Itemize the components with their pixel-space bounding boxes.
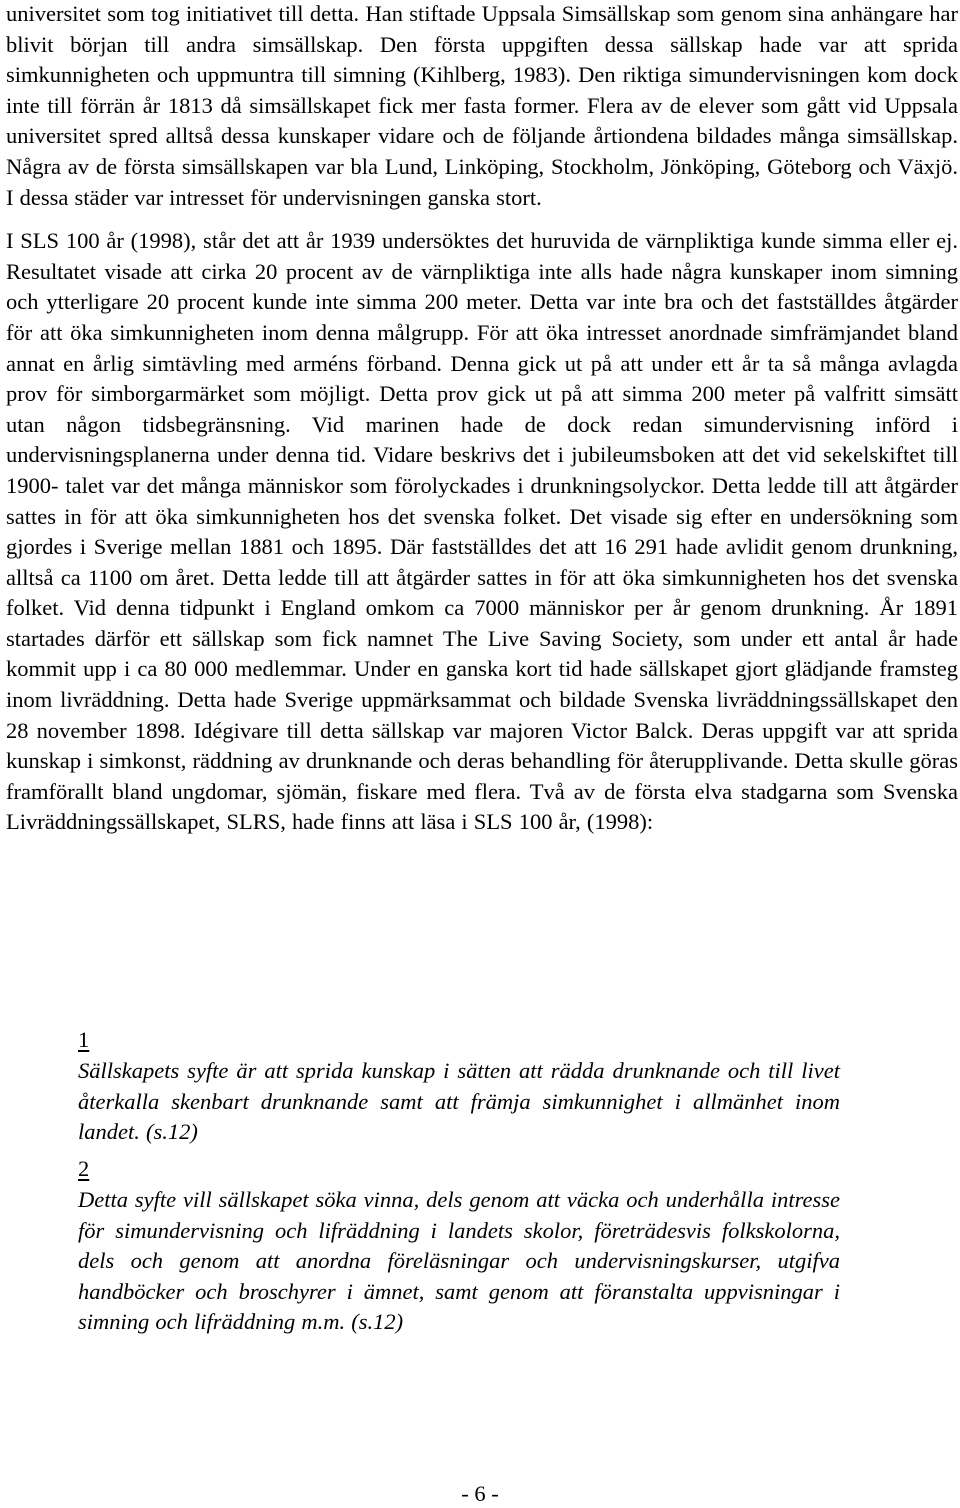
quote-number: 2 bbox=[78, 1156, 90, 1181]
quote-number: 1 bbox=[78, 1027, 90, 1052]
page-number: - 6 - bbox=[461, 1481, 499, 1506]
body-paragraph-2: I SLS 100 år (1998), står det att år 1939 undersöktes det huruvida de värnpliktiga kunde simma eller ej. Resultatet visade att cirka 20 procent av de värnpliktiga inte alls hade några kunskaper inom simning och ytterligare 20 procent kunde inte simma 200 meter. Detta var inte bra och det fastställdes åtgärder för att öka simkunnigheten inom denna målgrupp. För att öka intresset anordnade simfrämjandet bland annat en årlig simtävling med arméns förband. Denna gick ut på att under ett år ta så många avlagda prov för simborgarmärket som möjligt. Detta prov gick ut på att simma 200 meter på valfritt simsätt utan någon tidsbegränsning. Vid marinen hade de dock redan simundervisning införd i undervisningsplanerna under denna tid. Vidare beskrivs det i jubileumsboken att det vid sekelskiftet till 1900- talet var det många människor som förolyckades i drunkningsolyckor. Detta ledde till att åtgärder sattes in för att öka simkunnigheten hos det svenska folket. Det visade sig efter en undersökning som gjordes i Sverige mellan 1881 och 1895. Där fastställdes det att 16 291 hade avlidit genom drunkning, alltså ca 1100 om året. Detta ledde till att åtgärder sattes in för att öka simkunnigheten hos det svenska folket. Vid denna tidpunkt i England omkom ca 7000 människor per år genom drunkning. År 1891 startades därför ett sällskap som fick namnet The Live Saving Society, som under ett antal år hade kommit upp i ca 80 000 medlemmar. Under en ganska kort tid hade sällskapet gjort glädjande framsteg inom livräddning. Detta hade Sverige uppmärksammat och bildade Svenska livräddningssällskapet den 28 november 1898. Idégivare till detta sällskap var majoren Victor Balck. Deras uppgift var att sprida kunskap i simkonst, räddning av drunknande och deras behandling för återupplivande. Detta skulle göras framförallt bland ungdomar, sjömän, fiskare med flera. Två av de första elva stadgarna som Svenska Livräddningssällskapet, SLRS, hade finns att läsa i SLS 100 år, (1998): bbox=[6, 228, 958, 835]
document-page bbox=[6, 0, 958, 838]
body-paragraph-1: universitet som tog initiativet till detta. Han stiftade Uppsala Simsällskap som genom sina anhängare har blivit början till andra simsällskap. Den första uppgiften dessa sällskap hade var att sprida simkunnigheten och uppmuntra till simning (Kihlberg, 1983). Den riktiga simundervisningen kom dock inte till förrän år 1813 då simsällskapet fick mer fasta former. Flera av de elever som gått vid Uppsala universitet spred alltså dessa kunskaper vidare och de följande årtiondena bildades många simsällskap. Några av de första simsällskapen var bla Lund, Linköping, Stockholm, Jönköping, Göteborg och Växjö. I dessa städer var intresset för undervisningen ganska stort. bbox=[6, 1, 958, 210]
quote-text: Detta syfte vill sällskapet söka vinna, dels genom att väcka och underhålla intresse för simundervisning och lifräddning i landets skolor, företrädesvis folkskolorna, dels och genom att anordna föreläsningar och undervisningskurser, utgifva handböcker och broschyrer i ämnet, samt genom att föranstalta uppvisningar i simning och lifräddning m.m. (s.12) bbox=[78, 1187, 840, 1335]
block-quote-1 bbox=[78, 1026, 840, 1148]
quote-text: Sällskapets syfte är att sprida kunskap i sätten att rädda drunknande och till livet återkalla skenbart drunknande samt att främja simkunnighet i allmänhet inom landet. (s.12) bbox=[78, 1058, 840, 1145]
block-quote-2 bbox=[78, 1155, 840, 1338]
